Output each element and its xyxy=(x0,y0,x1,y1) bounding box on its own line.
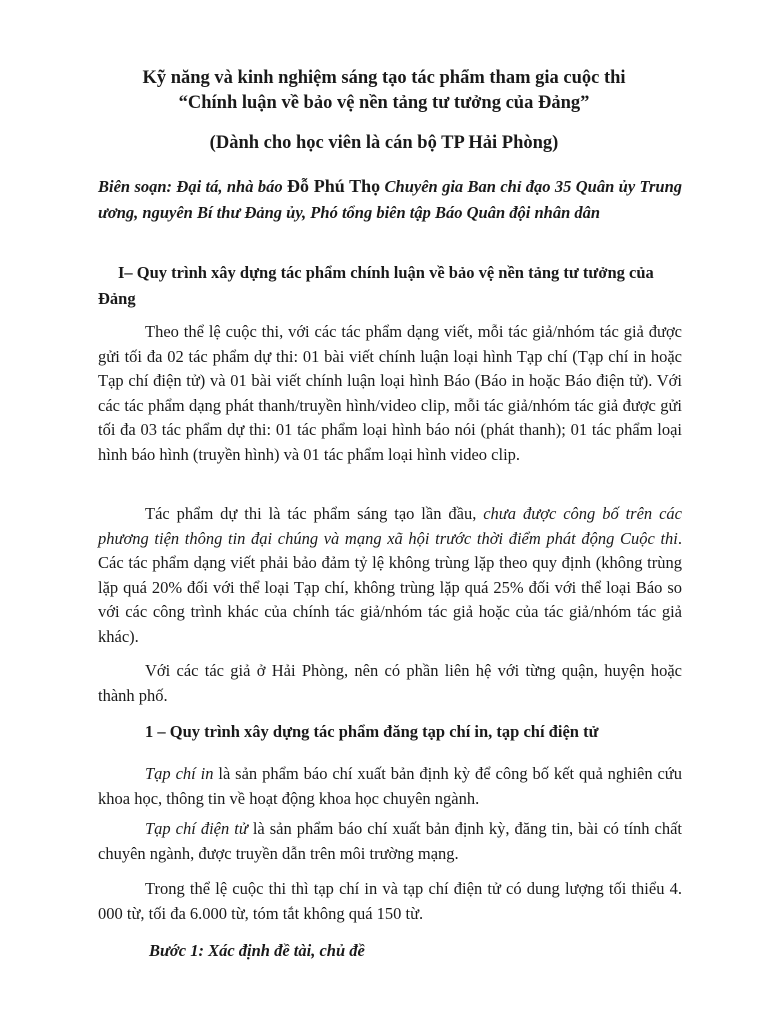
paragraph-5 xyxy=(98,817,682,866)
author-byline xyxy=(98,174,682,225)
paragraph-1 xyxy=(98,320,682,467)
section-heading-2-text: 1 – Quy trình xây dựng tác phẩm đăng tạp chí in, tạp chí điện tử xyxy=(145,722,599,741)
paragraph-2 xyxy=(98,502,682,649)
paragraph-1-text: Theo thể lệ cuộc thi, với các tác phẩm dạng viết, mỗi tác giả/nhóm tác giả được gửi tối đa 02 tác phẩm dự thi: 01 bài viết chính luận loại hình Tạp chí (Tạp chí in hoặc Tạp chí điện tử) và 01 bài viết chính luận loại hình Báo (Báo in hoặc Báo điện tử). Với các tác phẩm dạng phát thanh/truyền hình/video clip, mỗi tác giả/nhóm tác giả được gửi tối đa 03 tác phẩm dự thi: 01 tác phẩm loại hình báo nói (phát thanh); 01 tác phẩm loại hình báo hình (truyền hình) và 01 tác phẩm loại hình video clip. xyxy=(98,322,682,464)
title-line-1: Kỹ năng và kinh nghiệm sáng tạo tác phẩm tham gia cuộc thi xyxy=(142,68,626,88)
term-tap-chi-dien-tu: Tạp chí điện tử xyxy=(145,819,248,838)
paragraph-6-text: Trong thể lệ cuộc thi thì tạp chí in và tạp chí điện tử có dung lượng tối thiểu 4. 000 từ, tối đa 6.000 từ, tóm tắt không quá 150 từ. xyxy=(98,879,682,923)
paragraph-2-end: . Các tác phẩm dạng viết phải bảo đảm tỷ lệ không trùng lặp theo quy định (không trùng lặp quá 20% đối với thể loại Tạp chí, không trùng lặp quá 25% đối với thể loại Báo so với các công trình khác của chính tác giả/nhóm tác giả hoặc của tác giả/nhóm tác giả khác). xyxy=(98,528,682,646)
author-name: Đỗ Phú Thọ xyxy=(286,176,381,196)
byline-prefix: Biên soạn: Đại tá, nhà báo xyxy=(98,177,287,196)
paragraph-3 xyxy=(98,659,682,708)
paragraph-2-start: Tác phẩm dự thi là tác phẩm sáng tạo lần đầu, xyxy=(145,504,484,523)
step-1-heading: Bước 1: Xác định đề tài, chủ đề xyxy=(149,941,365,960)
document-title xyxy=(90,66,678,116)
paragraph-3-text: Với các tác giả ở Hải Phòng, nên có phần liên hệ với từng quận, huyện hoặc thành phố. xyxy=(98,661,682,705)
byline-credentials: Chuyên gia Ban chỉ đạo 35 Quân ủy Trung ương, nguyên Bí thư Đảng ủy, Phó tổng biên tập Báo Quân đội nhân dân xyxy=(98,177,682,222)
section-heading-1 xyxy=(98,260,682,311)
paragraph-6 xyxy=(98,877,682,926)
section-heading-2 xyxy=(98,719,682,745)
paragraph-4 xyxy=(98,762,682,811)
paragraph-2-italic: chưa được công bố trên các phương tiện thông tin đại chúng và mạng xã hội trước thời điểm phát động Cuộc thi xyxy=(98,504,682,548)
section-heading-1-text: I– Quy trình xây dựng tác phẩm chính luận về bảo vệ nền tảng tư tưởng của Đảng xyxy=(98,263,654,308)
document-subtitle: (Dành cho học viên là cán bộ TP Hải Phòng) xyxy=(209,133,559,153)
title-line-2: “Chính luận về bảo vệ nền tảng tư tưởng của Đảng” xyxy=(178,93,590,113)
paragraph-5-text: là sản phẩm báo chí xuất bản định kỳ, đăng tin, bài có tính chất chuyên ngành, được truyền dẫn trên môi trường mạng. xyxy=(98,819,683,863)
term-tap-chi-in: Tạp chí in xyxy=(145,764,214,783)
paragraph-4-text: là sản phẩm báo chí xuất bản định kỳ để công bố kết quả nghiên cứu khoa học, thông tin về hoạt động khoa học chuyên ngành. xyxy=(98,764,682,808)
